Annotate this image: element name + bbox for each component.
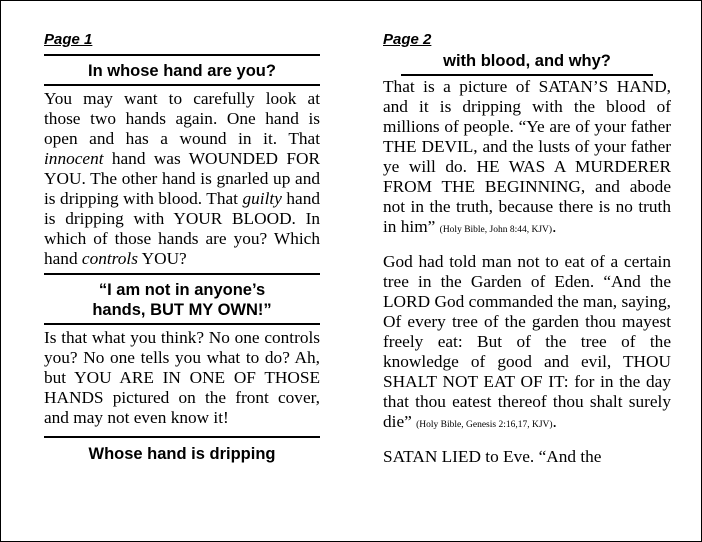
divider	[44, 273, 320, 275]
text-run: God had told man not to eat of a certain tree in the Garden of Eden. “And the LORD God commanded the man, saying, Of every tree of the garden thou mayest freely eat: But of the tree of the knowledge of good and evil, THOU SHALT NOT EAT OF IT: for in the day that thou eatest thereof thou shalt surely die”	[383, 252, 671, 431]
text-run: You may want to carefully look at those two hands again. One hand is open and has a wound in it. That	[44, 89, 320, 148]
paragraph-satan-lied: SATAN LIED to Eve. “And the	[383, 447, 602, 466]
paragraph-two-hands	[44, 89, 320, 269]
text-run: .	[552, 217, 557, 236]
heading-in-whose-hand: In whose hand are you?	[88, 62, 276, 80]
paragraph-garden-of-eden	[383, 252, 671, 435]
heading-not-in-anyones-hands	[44, 280, 320, 320]
paragraph-gap	[383, 435, 671, 447]
heading-with-blood-and-why: with blood, and why?	[443, 52, 611, 70]
divider	[44, 54, 320, 56]
text-run: That is a picture of SATAN’S HAND, and it is dripping with the blood of millions of people. “Ye are of your father THE DEVIL, and the lusts of your father ye will do. HE WAS A MURDERER FROM THE BEGINNING, and abode not in the truth, because there is no truth in him”	[383, 77, 671, 236]
page-1-column	[44, 31, 320, 464]
heading-line: hands, BUT MY OWN!”	[92, 301, 272, 319]
paragraph-satans-hand	[383, 77, 671, 240]
text-run: YOU?	[137, 249, 187, 268]
text-run: .	[552, 412, 557, 431]
divider	[401, 74, 653, 76]
divider	[44, 84, 320, 86]
page-1-label: Page 1	[44, 31, 93, 48]
page-2-label: Page 2	[383, 31, 432, 48]
divider	[44, 436, 320, 438]
italic-controls: controls	[81, 249, 138, 268]
heading-line: “I am not in anyone’s	[98, 281, 266, 299]
page-2-column	[383, 31, 671, 467]
divider	[44, 323, 320, 325]
heading-whose-hand-dripping: Whose hand is dripping	[88, 445, 276, 463]
text-run: hand is dripping with YOUR BLOOD. In which of those hands are you? Which hand	[44, 189, 320, 268]
citation-genesis: (Holy Bible, Genesis 2:16,17, KJV)	[416, 420, 553, 430]
text-run: hand was WOUNDED FOR YOU. The other hand is gnarled up and is dripping with blood. That	[44, 149, 320, 208]
paragraph-no-one-controls: Is that what you think? No one controls you? No one tells you what to do? Ah, but YOU ARE IN ONE OF THOSE HANDS pictured on the front cover, and may not even know it!	[44, 328, 320, 427]
citation-john: (Holy Bible, John 8:44, KJV)	[439, 225, 553, 235]
paragraph-gap	[383, 240, 671, 252]
italic-innocent: innocent	[44, 149, 104, 168]
italic-guilty: guilty	[242, 189, 282, 208]
